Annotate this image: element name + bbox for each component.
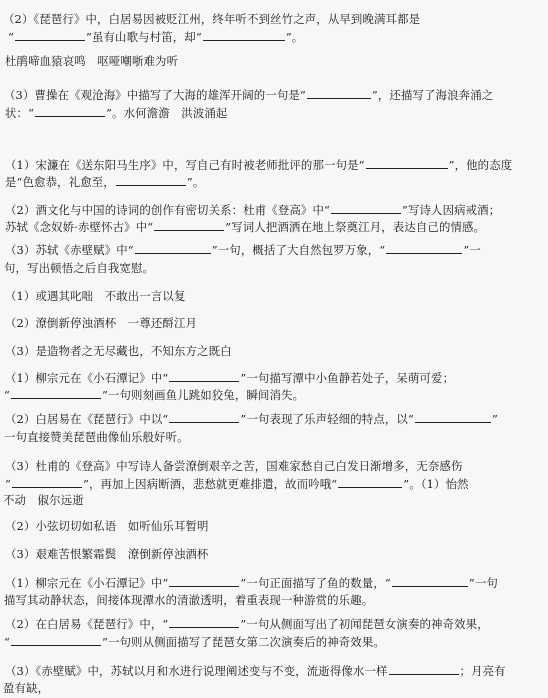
answer-blank[interactable] [35, 106, 105, 117]
question-text: （3）曹操在《观沧海》中描写了大海的雄浑开阔的一句是“ [4, 88, 306, 102]
answer-blank[interactable] [12, 477, 82, 488]
quote-open: “ [5, 477, 11, 491]
question-text: （3）《赤壁赋》中，苏轼以月和水进行说理阐述变与不变，流逝得像水一样 [5, 664, 388, 678]
question-text: ”，还描写了海浪奔涌之 [371, 88, 494, 102]
quote-open: “ [4, 388, 10, 402]
question-text: （3）杜甫的《登高》中写诗人备尝潦倒艰辛之苦，国难家愁自己白发日渐增多，无奈感伤 [5, 459, 463, 473]
question-text: 苏轼《念奴娇·赤壁怀古》中“ [5, 220, 154, 234]
answer-row-2 [5, 316, 197, 330]
question-chibi-1-line2 [4, 261, 154, 275]
question-chibi-2-line2 [3, 681, 49, 695]
answer-blank[interactable] [389, 664, 459, 675]
question-text: ”写诗人因病戒酒； [401, 203, 501, 217]
question-pipa-3-line1 [5, 617, 489, 631]
answer-blank[interactable] [11, 388, 101, 399]
question-xiaoshitan-1-line2 [4, 388, 304, 402]
question-text: ”，再加上因病断酒，悲愁就更难排遣，故而吟哦“ [82, 477, 338, 491]
answer-blank[interactable] [169, 412, 239, 423]
answer-blank[interactable] [203, 30, 285, 41]
question-xiaoshitan-2-line2 [4, 593, 373, 607]
question-xiaoshitan-2-line1 [5, 576, 498, 590]
quote-open: “ [8, 30, 14, 44]
question-text: ”。 [285, 30, 304, 44]
question-text: 一句直接赞美琵琶曲像仙乐般好听。 [4, 430, 189, 444]
question-canghai-line1 [4, 88, 493, 102]
question-text: ”。水何澹澹 洪波涌起 [106, 106, 228, 120]
question-text: ”一句表现了乐声轻细的特点，以“ [240, 412, 414, 426]
question-text: ”，他的态度 [448, 158, 513, 172]
question-text: ”。 [186, 175, 205, 189]
question-chibi-2-line1 [5, 664, 506, 678]
question-text: （1）宋濂在《送东阳马生序》中，写自己有时被老师批评的那一句是“ [5, 158, 365, 172]
answer-text: （2）小弦切切如私语 如听仙乐耳暂明 [5, 519, 209, 533]
answer-blank[interactable] [11, 635, 101, 646]
answer-blank[interactable] [331, 203, 401, 214]
question-denggao-line2 [5, 477, 469, 491]
question-text: 是“色愈恭，礼愈至， [5, 175, 115, 189]
question-text: ”一句从侧面写出了初闻琵琶女演奏的神奇效果， [240, 617, 489, 631]
question-text: （2）《琵琶行》中，白居易因被贬江州，终年听不到丝竹之声，从早到晚满耳都是 [3, 12, 421, 26]
answer-row-5 [5, 547, 209, 561]
answer-blank[interactable] [169, 371, 239, 382]
answer-text: （1）或遇其叱咄 不敢出一言以复 [5, 289, 186, 303]
answer-text: （3）是造物者之无尽藏也，不知东方之既白 [5, 344, 232, 358]
answer-blank[interactable] [154, 220, 224, 231]
question-text: ”写词人把酒洒在地上祭奠江月，表达自己的情感。 [225, 220, 486, 234]
question-pipa-3-line2 [4, 635, 385, 649]
question-text: ”虽有山歌与村笛，却“ [85, 30, 202, 44]
question-text: 状：“ [5, 106, 35, 120]
answer-blank[interactable] [386, 243, 462, 254]
quote-open: “ [4, 635, 10, 649]
answer-text: （2）潦倒新停浊酒杯 一尊还酹江月 [5, 316, 198, 330]
question-text: （2）白居易在《琵琶行》中以“ [5, 412, 169, 426]
answer-blank[interactable] [169, 576, 239, 587]
answer-text: 杜鹃啼血猿哀鸣 呕哑嘲哳难为听 [5, 54, 179, 68]
question-chensheng-line1 [5, 158, 512, 172]
answer-denggao-continued [3, 493, 84, 507]
question-text: （2）酒文化与中国的诗词的创作有密切关系：杜甫《登高》中“ [5, 203, 330, 217]
question-text: ” [491, 412, 498, 426]
answer-row-3 [5, 344, 232, 358]
question-pipa-2-line1 [5, 412, 498, 426]
question-denggao-line1 [5, 459, 462, 473]
question-pipa-2-line2 [4, 430, 189, 444]
question-text: ”一句正面描写了鱼的数量，“ [240, 576, 391, 590]
question-text: ”一句则刻画鱼儿跳如狡兔，瞬间消失。 [101, 388, 305, 402]
question-text: 描写其动静状态，间接体现潭水的清澈透明，着重表现一种游赏的乐趣。 [4, 593, 374, 607]
question-chibi-1-line1 [5, 243, 481, 257]
answer-blank[interactable] [307, 88, 371, 99]
question-pipa-1-line1 [3, 12, 420, 26]
question-text: ”。（1）怡然 [403, 477, 469, 491]
question-text: 盈有缺， [3, 681, 50, 695]
question-text: ”一句 [468, 576, 498, 590]
question-canghai-line2 [5, 106, 227, 120]
answer-text: 不动 俶尔远逝 [3, 493, 84, 507]
question-wine-line1 [5, 203, 500, 217]
answer-row-4 [5, 519, 209, 533]
question-text: ”一 [463, 243, 481, 257]
question-pipa-1-line2 [8, 30, 303, 44]
answer-blank[interactable] [338, 477, 402, 488]
answer-row-1 [5, 289, 186, 303]
answer-blank[interactable] [392, 576, 468, 587]
question-text: ”一句描写潭中小鱼静若处子，呆萌可爱； [240, 371, 455, 385]
answer-blank[interactable] [116, 175, 186, 186]
question-text: 句，写出顿悟之后自我宽慰。 [4, 261, 155, 275]
question-text: ”一句，概括了大自然包罗万象，“ [211, 243, 386, 257]
answer-blank[interactable] [135, 243, 211, 254]
question-xiaoshitan-1-line1 [5, 371, 454, 385]
answer-blank[interactable] [15, 30, 85, 41]
question-wine-line2 [5, 220, 485, 234]
question-text: （1）柳宗元在《小石潭记》中“ [5, 371, 169, 385]
question-text: ；月亮有 [459, 664, 506, 678]
answer-text: （3）艰难苦恨繁霜鬓 潦倒新停浊酒杯 [5, 547, 209, 561]
question-chensheng-line2 [5, 175, 204, 189]
question-text: ”一句则从侧面描写了琵琶女第二次演奏后的神奇效果。 [101, 635, 385, 649]
answer-blank[interactable] [415, 412, 491, 423]
answer-pipa-1 [5, 54, 178, 68]
answer-blank[interactable] [169, 617, 239, 628]
answer-blank[interactable] [366, 158, 448, 169]
question-text: （3）苏轼《赤壁赋》中“ [5, 243, 134, 257]
question-text: （1）柳宗元在《小石潭记》中“ [5, 576, 169, 590]
question-text: （2）在白居易《琵琶行》中，“ [5, 617, 169, 631]
